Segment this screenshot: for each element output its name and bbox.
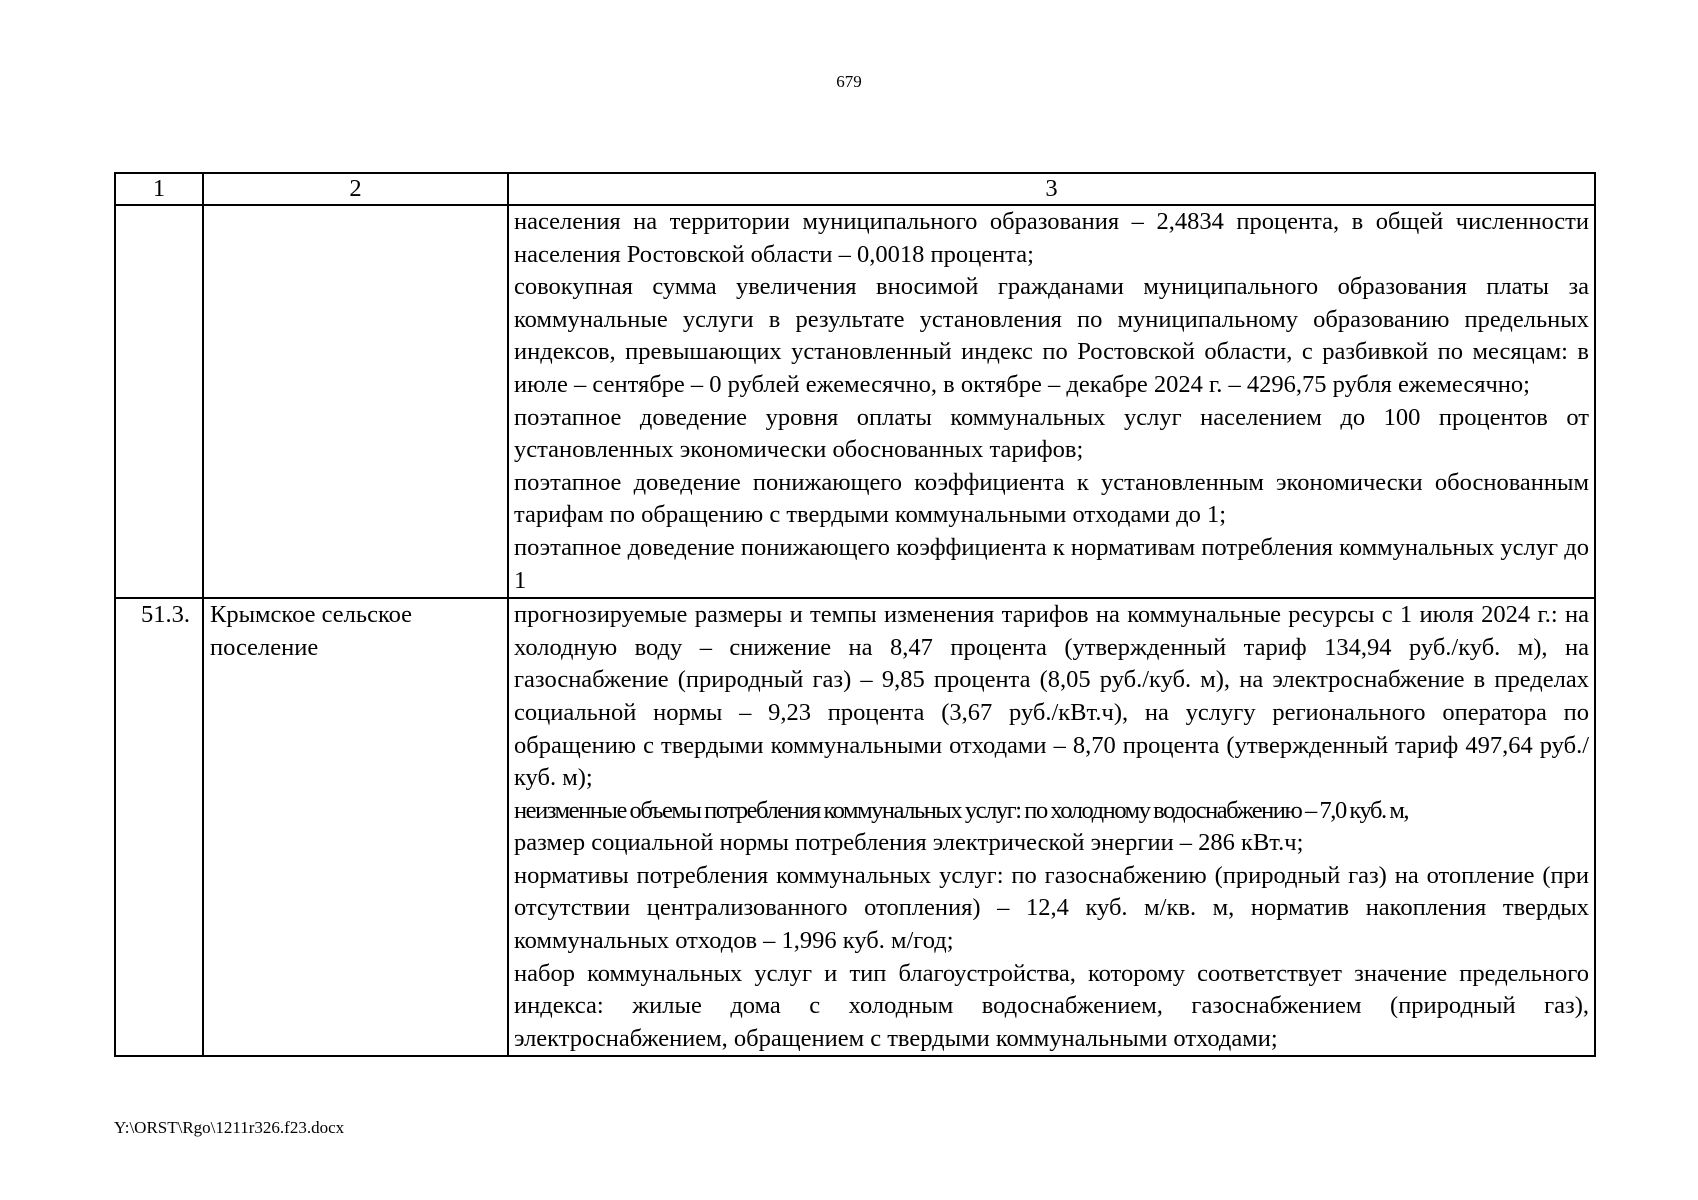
description-paragraph: поэтапное доведение понижающего коэффициента к нормативам потребления коммунальных услуг до 1 bbox=[514, 533, 1589, 594]
column-header-1: 1 bbox=[115, 173, 203, 205]
description-cell bbox=[508, 205, 1595, 598]
description-paragraph: размер социальной нормы потребления электрической энергии – 286 кВт.ч; bbox=[514, 829, 1304, 857]
description-paragraph: поэтапное доведение уровня оплаты коммунальных услуг населением до 100 процентов от установленных экономически обоснованных тарифов; bbox=[514, 403, 1589, 464]
description-paragraph: населения на территории муниципального образования – 2,4834 процента, в общей численности населения Ростовской области – 0,0018 процента; bbox=[514, 208, 1589, 268]
description-paragraph: неизменные объемы потребления коммунальных услуг: по холодному водоснабжению – 7,0 куб. м, bbox=[514, 796, 1409, 824]
description-cell bbox=[508, 598, 1595, 1056]
document-table bbox=[114, 172, 1596, 1057]
page-number: 679 bbox=[836, 72, 862, 91]
description-paragraph: прогнозируемые размеры и темпы изменения тарифов на коммунальные ресурсы с 1 июля 2024 г.: на холодную воду – снижение на 8,47 процента (утвержденный тариф 134,94 руб./куб. м), на газоснабжение (природный газ) – 9,85 процента (8,05 руб./куб. м), на электроснабжение в пределах социальной нормы – 9,23 процента (3,67 руб./кВт.ч), на услугу регионального оператора по обращению с твердыми коммунальными отходами – 8,70 процента (утвержденный тариф 497,64 руб./куб. м); bbox=[514, 601, 1589, 792]
description-paragraph: набор коммунальных услуг и тип благоустройства, которому соответствует значение предельного индекса: жилые дома с холодным водоснабжением, газоснабжением (природный газ), электроснабжением, обращением с твердыми коммунальными отходами; bbox=[514, 959, 1589, 1052]
column-header-3: 3 bbox=[508, 173, 1595, 205]
description-paragraph: поэтапное доведение понижающего коэффициента к установленным экономически обоснованным тарифам по обращению с твердыми коммунальными отходами до 1; bbox=[514, 468, 1589, 529]
table-header-row bbox=[115, 173, 1595, 205]
municipality-name-cell: Крымское сельское поселение bbox=[203, 598, 508, 1056]
row-number-cell bbox=[115, 205, 203, 598]
description-paragraph: совокупная сумма увеличения вносимой гражданами муниципального образования платы за коммунальные услуги в результате установления по муниципальному образованию предельных индексов, превышающих установленный индекс по Ростовской области, с разбивкой по месяцам: в июле – сентябре – 0 рублей ежемесячно, в октябре – декабре 2024 г. – 4296,75 рубля ежемесячно; bbox=[514, 273, 1589, 398]
file-path-footer: Y:\ORST\Rgo\1211r326.f23.docx bbox=[114, 1118, 345, 1137]
table-row bbox=[115, 205, 1595, 598]
description-paragraph: нормативы потребления коммунальных услуг: по газоснабжению (природный газ) на отопление (при отсутствии централизованного отопления) – 12,4 куб. м/кв. м, норматив накопления твердых коммунальных отходов – 1,996 куб. м/год; bbox=[514, 861, 1589, 955]
municipality-name-cell bbox=[203, 205, 508, 598]
column-header-2: 2 bbox=[203, 173, 508, 205]
table-row bbox=[115, 598, 1595, 1056]
row-number-cell: 51.3. bbox=[115, 598, 203, 1056]
